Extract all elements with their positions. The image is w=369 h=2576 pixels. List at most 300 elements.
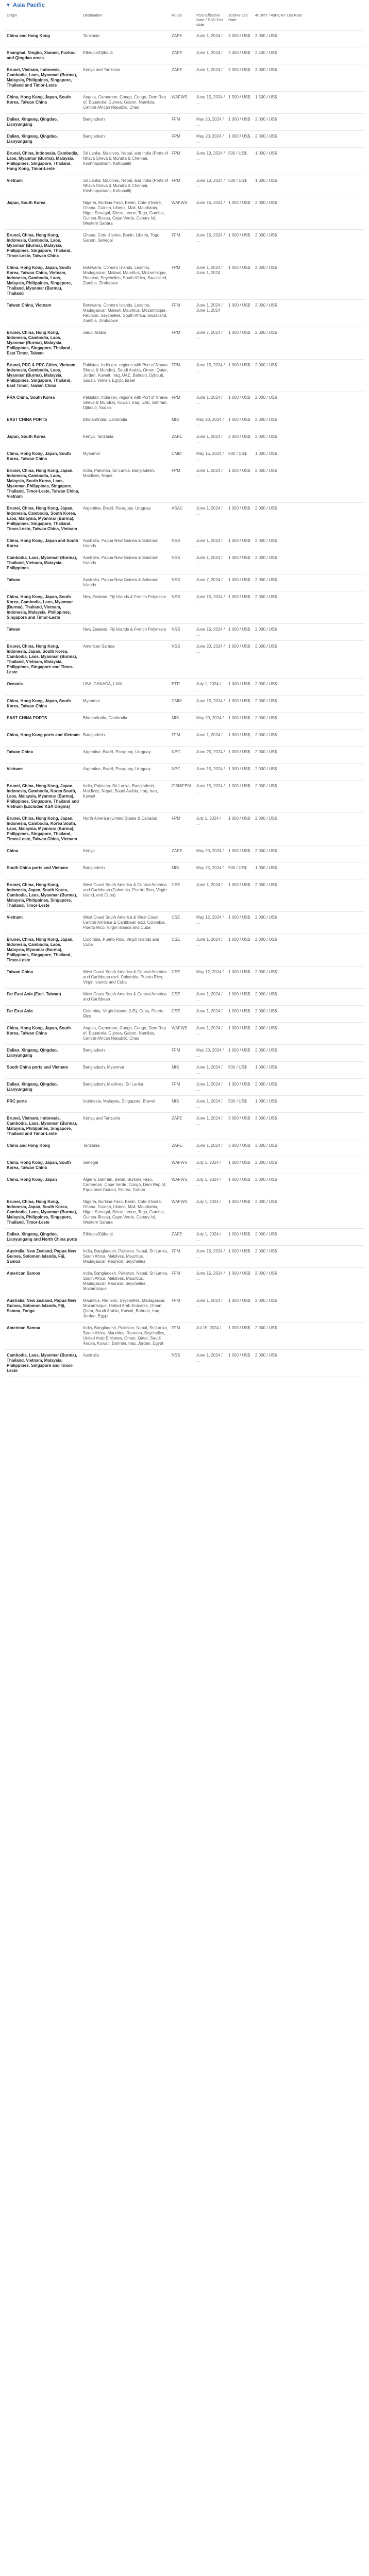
row-rate-20dry: 1 000 / US$: [227, 1229, 254, 1246]
row-destination: Bangladesh: [81, 730, 170, 747]
row-route: NSS: [170, 1350, 195, 1377]
table-row: [5, 1295, 364, 1323]
row-rate-40dry: 2 000 / US$: [254, 1229, 364, 1246]
row-destination: Argentina, Brazil, Paraguay, Uruguay: [81, 747, 170, 764]
row-origin: Brunei, China, Indonesia, Cambodia, Laos, Myanmar (Burma), Malaysia, Philippines, Singapore, Thailand, Hong Kong, Timor-Leste: [5, 148, 81, 175]
row-origin: Dalian, Xingang, Qingdao, Lianyungang: [5, 114, 81, 131]
row-rate-40dry: 2 000 / US$: [254, 360, 364, 392]
row-effective-date: May 25, 2024 / ...: [195, 862, 227, 879]
table-row: [5, 989, 364, 1006]
row-destination: New Zealand, Fiji Islands & French Polynesia: [81, 624, 170, 641]
row-origin: Taiwan: [5, 624, 81, 641]
row-destination: Indonesia, Malaysia, Singapore, Brunei: [81, 1096, 170, 1113]
row-rate-20dry: 1 000 / US$: [227, 1174, 254, 1196]
row-route: FFM: [170, 230, 195, 262]
row-destination: Angola, Cameroon, Congo, Congo, Dem Rep of, Equatorial Guinea, Gabon, Namibia, Central African Republic, Chad: [81, 92, 170, 114]
row-rate-40dry: 2 000 / US$: [254, 1006, 364, 1023]
row-origin: Dalian, Xingang, Qingdao, Lianyungang and North China ports: [5, 1229, 81, 1246]
table-row: [5, 679, 364, 696]
table-row: [5, 781, 364, 813]
row-origin: China: [5, 845, 81, 862]
row-rate-40dry: 2 000 / US$: [254, 114, 364, 131]
row-rate-40dry: 2 000 / US$: [254, 845, 364, 862]
col-destination-header: Destination: [81, 10, 170, 30]
row-rate-20dry: 1 000 / US$: [227, 414, 254, 431]
table-row: [5, 465, 364, 503]
row-route: CSE: [170, 989, 195, 1006]
row-rate-40dry: 3 000 / US$: [254, 30, 364, 47]
row-route: FPM: [170, 148, 195, 175]
row-destination: Ghana, Cote d'Ivoire, Benin, Liberia, Togo, Gabon, Senegal: [81, 230, 170, 262]
row-route: WAFWS: [170, 1174, 195, 1196]
row-effective-date: June 1, 2024 / ...: [195, 934, 227, 967]
row-rate-20dry: 1 000 / US$: [227, 934, 254, 967]
row-destination: Senegal: [81, 1157, 170, 1174]
row-route: FPM: [170, 392, 195, 414]
row-route: CSE: [170, 1006, 195, 1023]
row-effective-date: June 15, 2024 / ...: [195, 781, 227, 813]
table-row: [5, 114, 364, 131]
row-destination: Botswana, Comoro Islands, Lesotho, Madagascar, Malawi, Mauritius, Mozambique, Reunion, Seychelles, South Africa, Swaziland, Zambia, Zimbabwe: [81, 262, 170, 300]
row-rate-20dry: 1 000 / US$: [227, 1045, 254, 1062]
row-rate-40dry: 1 000 / US$: [254, 1062, 364, 1079]
row-rate-40dry: 2 000 / US$: [254, 300, 364, 327]
row-effective-date: June 15, 2024 / ...: [195, 197, 227, 230]
row-destination: Nigeria, Burkina Faso, Benin, Cote d'Ivoire, Ghana, Guinea, Liberia, Mali, Mauritania, Niger, Senegal, Sierra Leone, Togo, Gambia, Guinea-Bissau, Cape Verde, Canary Isl, Western Sahara: [81, 197, 170, 230]
row-route: ZAFE: [170, 64, 195, 92]
row-origin: Brunei, China, Hong Kong, Japan, Indonesia, Cambodia, Laos, Malaysia, Myanmar (Burma), Philippines, Singapore, Thailand, Timor-Leste: [5, 934, 81, 967]
table-row: [5, 552, 364, 574]
row-destination: West Coast South America & Central America and Caribbean: [81, 989, 170, 1006]
row-effective-date: June 10, 2024 / ...: [195, 175, 227, 197]
row-destination: Saudi Arabia: [81, 327, 170, 360]
row-rate-20dry: 1 000 / US$: [227, 1079, 254, 1096]
table-row: [5, 431, 364, 448]
row-origin: Brunei, China, Hong Kong, Japan, Indonesia, Cambodia, Korea South, Laos, Malaysia, Myanmar (Burma), Philippines, Singapore, Thailand and Vietnam (Excluded KSA Origins): [5, 781, 81, 813]
row-destination: Kenya, Tanzania: [81, 431, 170, 448]
row-rate-20dry: 1 000 / US$: [227, 535, 254, 552]
row-route: ITSN/FPM: [170, 781, 195, 813]
row-rate-40dry: 2 000 / US$: [254, 730, 364, 747]
row-rate-20dry: 2 400 / US$: [227, 47, 254, 64]
row-effective-date: June 1, 2024 / ...: [195, 1140, 227, 1157]
row-origin: China and Hong Kong: [5, 30, 81, 47]
row-origin: Brunei, China, Hong Kong, Indonesia, Japan, South Korea, Cambodia, Laos, Myanmar (Burma), Malaysia, Philippines, Singapore, Thailand, Timor-Leste: [5, 1196, 81, 1229]
row-rate-20dry: 1 000 / US$: [227, 552, 254, 574]
row-origin: Far East Asia (Excl. Taiwan): [5, 989, 81, 1006]
row-destination: Colombia, Virgin Islands (US), Cuba, Puerto Rico: [81, 1006, 170, 1023]
row-effective-date: June 7, 2024 / ...: [195, 327, 227, 360]
table-row: [5, 131, 364, 148]
row-origin: Far East Asia: [5, 1006, 81, 1023]
row-origin: Oceania: [5, 679, 81, 696]
row-destination: Mauritius, Reunion, Seychelles, Madagascar, Mozambique, United Arab Emirates, Oman, Qatar, Saudi Arabia, Kuwait, Bahrain, Iraq, Jordan, Egypt: [81, 1295, 170, 1323]
row-rate-20dry: 1 000 / US$: [227, 300, 254, 327]
row-destination: Pakistan, India (ex. regions with Port of Nhava Sheva & Mundra), Saudi Arabia, Oman, Qatar, Jordan, Kuwait, Iraq, UAE, Bahrain, Djibouti, Sudan, Yemen, Egypt, Israel: [81, 360, 170, 392]
row-rate-40dry: 2 000 / US$: [254, 1295, 364, 1323]
table-row: [5, 1062, 364, 1079]
row-rate-20dry: 1 000 / US$: [227, 197, 254, 230]
row-rate-20dry: 1 000 / US$: [227, 845, 254, 862]
row-route: CSE: [170, 934, 195, 967]
row-route: NSS: [170, 574, 195, 591]
row-effective-date: June 15, 2024 / ...: [195, 1268, 227, 1295]
row-rate-40dry: 2 000 / US$: [254, 747, 364, 764]
row-route: CSE: [170, 879, 195, 912]
row-rate-20dry: 1 000 / US$: [227, 967, 254, 989]
row-origin: China, Hong Kong, Japan, South Korea, Taiwan China: [5, 448, 81, 465]
row-effective-date: June 1, 2024 / ...: [195, 535, 227, 552]
row-effective-date: June 1, 2024 / ...: [195, 431, 227, 448]
row-rate-20dry: 500 / US$: [227, 448, 254, 465]
row-rate-40dry: 2 000 / US$: [254, 392, 364, 414]
row-origin: China and Hong Kong: [5, 1140, 81, 1157]
table-row: [5, 641, 364, 679]
row-rate-40dry: 2 000 / US$: [254, 197, 364, 230]
row-rate-20dry: 500 / US$: [227, 175, 254, 197]
table-row: [5, 148, 364, 175]
row-rate-20dry: 1 000 / US$: [227, 1295, 254, 1323]
row-route: ZAFE: [170, 845, 195, 862]
row-destination: Bangladesh: [81, 131, 170, 148]
row-route: FFM: [170, 300, 195, 327]
table-row: [5, 574, 364, 591]
row-effective-date: May 20, 2024 / ...: [195, 414, 227, 431]
row-origin: China, Hong Kong, Japan: [5, 1174, 81, 1196]
row-effective-date: June 1, 2024 / ...: [195, 1006, 227, 1023]
table-row: [5, 624, 364, 641]
row-origin: Shanghai, Ningbo, Xiamen, Fuzhou and Qingdao areas: [5, 47, 81, 64]
row-destination: Kenya and Tanzania: [81, 64, 170, 92]
table-row: [5, 730, 364, 747]
row-rate-40dry: 2 000 / US$: [254, 465, 364, 503]
row-destination: Myanmar: [81, 696, 170, 713]
row-origin: South China ports and Vietnam: [5, 1062, 81, 1079]
row-effective-date: July 1, 2024 / ...: [195, 679, 227, 696]
table-row: [5, 1246, 364, 1268]
row-destination: West Coast South America & Central America and Caribbean excl. Colombia, Puerto Rico, Virgin Islands and Cuba: [81, 967, 170, 989]
table-row: [5, 327, 364, 360]
row-destination: Australia, Papua New Guinea & Solomon Islands: [81, 574, 170, 591]
row-origin: Cambodia, Laos, Myanmar (Burma), Thailand, Vietnam, Malaysia, Philippines, Singapore and Timor-Leste: [5, 1350, 81, 1377]
row-destination: Argentina, Brazil, Paraguay, Uruguay: [81, 503, 170, 535]
table-row: [5, 1174, 364, 1196]
row-effective-date: June 1, 2024 / ...: [195, 503, 227, 535]
row-destination: Angola, Cameroon, Congo, Congo, Dem Rep of, Equatorial Guinea, Gabon, Namibia, Central African Republic, Chad: [81, 1023, 170, 1045]
col-effective-header: PSS Effective Date / PSS End date: [195, 10, 227, 30]
row-destination: Australia: [81, 1350, 170, 1377]
row-rate-40dry: 2 000 / US$: [254, 1079, 364, 1096]
row-route: WAFWS: [170, 92, 195, 114]
table-row: [5, 967, 364, 989]
row-rate-40dry: 2 000 / US$: [254, 1045, 364, 1062]
row-route: MIS: [170, 713, 195, 730]
row-effective-date: June 1, 2024 / ...: [195, 392, 227, 414]
row-rate-40dry: 2 000 / US$: [254, 989, 364, 1006]
row-rate-40dry: 2 000 / US$: [254, 713, 364, 730]
row-origin: Dalian, Xingang, Qingdao, Lianyungang: [5, 1045, 81, 1062]
row-rate-20dry: 1 000 / US$: [227, 1268, 254, 1295]
row-rate-20dry: 1 000 / US$: [227, 114, 254, 131]
row-destination: Bangladesh: [81, 1045, 170, 1062]
row-effective-date: June 15, 2024 / ...: [195, 230, 227, 262]
row-origin: Brunei, China, Hong Kong, Japan, Indonesia, Cambodia, Korea South, Laos, Malaysia, Myanmar (Burma), Philippines, Singapore, Thailand, Timor-Leste, Taiwan China, Vietnam: [5, 813, 81, 845]
row-destination: Tanzania: [81, 30, 170, 47]
region-title: Asia Pacific: [13, 2, 45, 8]
row-route: CSE: [170, 912, 195, 934]
row-origin: PRA China, South Korea: [5, 392, 81, 414]
row-route: MIS: [170, 1096, 195, 1113]
row-rate-20dry: 1 000 / US$: [227, 813, 254, 845]
row-rate-40dry: 2 000 / US$: [254, 1157, 364, 1174]
row-rate-20dry: 500 / US$: [227, 148, 254, 175]
row-rate-40dry: 2 000 / US$: [254, 764, 364, 781]
row-rate-20dry: 1 000 / US$: [227, 624, 254, 641]
table-row: [5, 1045, 364, 1062]
row-destination: Pakistan, India (ex. regions with Port of Nhava Sheva & Mundra), Kuwait, Iraq, UAE, Bahrain, Djibouti, Sudan: [81, 392, 170, 414]
row-route: WAFWS: [170, 1023, 195, 1045]
row-origin: American Samoa: [5, 1268, 81, 1295]
row-origin: Brunei, China, Hong Kong, Japan, Indonesia, Cambodia, South Korea, Laos, Malaysia, Myanmar (Burma), Philippines, Singapore, Thailand, Timor-Leste, Taiwan China, Vietnam: [5, 503, 81, 535]
row-route: CMM: [170, 448, 195, 465]
row-rate-40dry: 2 000 / US$: [254, 1350, 364, 1377]
row-route: FPM: [170, 327, 195, 360]
row-rate-40dry: 2 000 / US$: [254, 1196, 364, 1229]
row-destination: India, Bangladesh, Pakistan, Nepal, Sri Lanka, South Africa, Maldives, Mauritius, Madagascar, Reunion, Seychelles: [81, 1246, 170, 1268]
row-origin: Australia, New Zealand, Papua New Guinea, Solomon Islands, Fiji, Samoa, Tonga: [5, 1295, 81, 1323]
col-origin-header: Origin: [5, 10, 81, 30]
chevron-down-icon[interactable]: ▼: [6, 2, 11, 8]
table-row: [5, 813, 364, 845]
row-route: FFM: [170, 114, 195, 131]
row-destination: Ethiopia/Djibouti: [81, 1229, 170, 1246]
row-effective-date: June 1, 2024 / ...: [195, 1295, 227, 1323]
row-rate-20dry: 1 000 / US$: [227, 989, 254, 1006]
surcharge-table: [5, 10, 364, 1377]
row-effective-date: May 20, 2024 / ...: [195, 845, 227, 862]
row-rate-20dry: 1 500 / US$: [227, 92, 254, 114]
row-origin: China, Hong Kong, Japan, South Korea, Taiwan China: [5, 1023, 81, 1045]
table-row: [5, 230, 364, 262]
row-origin: Brunei, PRC & PRC Cities, Vietnam, Indonesia, Cambodia, Laos, Myanmar (Burma), Malaysia, Philippines, Singapore, Thailand, East Timor, Taiwan China: [5, 360, 81, 392]
row-rate-20dry: 1 000 / US$: [227, 230, 254, 262]
table-row: [5, 92, 364, 114]
row-rate-40dry: 1 000 / US$: [254, 862, 364, 879]
row-destination: India, Bangladesh, Pakistan, Nepal, Sri Lanka, South Africa, Mauritius, Reunion, Seychelles, United Arab Emirates, Oman, Qatar, Saudi Arabia, Kuwait, Bahrain, Iraq, Jordan, Egypt: [81, 1323, 170, 1350]
table-row: [5, 1006, 364, 1023]
row-route: NPG: [170, 747, 195, 764]
row-rate-40dry: 2 000 / US$: [254, 934, 364, 967]
row-route: ZAFE: [170, 1229, 195, 1246]
row-route: NSS: [170, 591, 195, 624]
row-rate-40dry: 2 000 / US$: [254, 262, 364, 300]
row-destination: West Coast South America & Central America and Caribbean (Colombia, Puerto Rico, Virgin Island, and Cuba): [81, 879, 170, 912]
row-rate-20dry: 2 000 / US$: [227, 431, 254, 448]
row-rate-40dry: 1 000 / US$: [254, 448, 364, 465]
row-origin: Taiwan China: [5, 747, 81, 764]
row-route: ZAFE: [170, 1140, 195, 1157]
row-destination: Bangladesh: [81, 114, 170, 131]
table-row: [5, 535, 364, 552]
row-origin: South China ports and Vietnam: [5, 862, 81, 879]
row-rate-20dry: 1 000 / US$: [227, 1246, 254, 1268]
row-origin: Brunei, China, Hong Kong, Indonesia, Japan, South Korea, Cambodia, Laos, Myanmar (Burma), Malaysia, Philippines, Singapore, Thailand, Timor-Leste: [5, 879, 81, 912]
row-origin: Brunei, Vietnam, Indonesia, Cambodia, Laos, Myanmar (Burma), Malaysia, Philippines, Singapore, Thailand and Timor-Leste: [5, 1113, 81, 1140]
row-origin: Vietnam: [5, 764, 81, 781]
row-destination: Bangladesh, Maldives, Sri Lanka: [81, 1079, 170, 1096]
row-origin: Brunei, China, Hong Kong, Indonesia, Cambodia, Laos, Myanmar (Burma), Malaysia, Philippines, Singapore, Thailand, East Timor, Taiwan: [5, 327, 81, 360]
row-rate-20dry: 1 000 / US$: [227, 465, 254, 503]
row-rate-20dry: 1 000 / US$: [227, 360, 254, 392]
row-effective-date: June 1, 2024 / ...: [195, 552, 227, 574]
table-row: [5, 934, 364, 967]
row-destination: Bhutan/India, Cambodia: [81, 713, 170, 730]
row-rate-40dry: 1 000 / US$: [254, 175, 364, 197]
row-rate-40dry: 2 000 / US$: [254, 131, 364, 148]
row-effective-date: June 15, 2024 / ...: [195, 696, 227, 713]
row-effective-date: July 1, 2024 / ...: [195, 1229, 227, 1246]
row-route: WAFWS: [170, 197, 195, 230]
table-body: [5, 30, 364, 1377]
row-route: ZAFE: [170, 30, 195, 47]
table-row: [5, 1140, 364, 1157]
table-row: [5, 448, 364, 465]
row-effective-date: Jul 15, 2024 / ...: [195, 1323, 227, 1350]
table-row: [5, 1096, 364, 1113]
row-effective-date: May 20, 2024 / ...: [195, 131, 227, 148]
row-rate-40dry: 2 000 / US$: [254, 431, 364, 448]
row-destination: Argentina, Brazil, Paraguay, Uruguay: [81, 764, 170, 781]
row-rate-40dry: 2 000 / US$: [254, 574, 364, 591]
row-origin: China, Hong Kong, Japan and South Korea: [5, 535, 81, 552]
row-origin: China, Hong Kong, Japan, South Korea, Taiwan China: [5, 92, 81, 114]
col-rate20-header: 20DRY List Rate: [227, 10, 254, 30]
row-destination: Algeria, Bahrain, Benin, Burkina Faso, Cameroon, Cape Verde, Congo, Dem Rep of, Equatorial Guinea, Eritrea, Gabon: [81, 1174, 170, 1196]
table-row: [5, 747, 364, 764]
row-rate-20dry: 1 000 / US$: [227, 131, 254, 148]
row-effective-date: June 1, 2024 / ...: [195, 1113, 227, 1140]
row-rate-20dry: 1 000 / US$: [227, 764, 254, 781]
table-row: [5, 1350, 364, 1377]
row-route: FFM: [170, 1045, 195, 1062]
row-origin: Vietnam: [5, 912, 81, 934]
row-route: NPG: [170, 764, 195, 781]
row-origin: Japan, South Korea: [5, 431, 81, 448]
row-effective-date: June 15, 2024 / ...: [195, 591, 227, 624]
row-origin: Brunei, China, Hong Kong, Indonesia, Cambodia, Laos, Myanmar (Burma), Malaysia, Philippines, Singapore, Thailand, Timor-Leste, Taiwan China: [5, 230, 81, 262]
row-rate-20dry: 1 000 / US$: [227, 503, 254, 535]
row-origin: PRC ports: [5, 1096, 81, 1113]
row-effective-date: June 1, 2024 / June 1, 2024: [195, 262, 227, 300]
row-route: FPM: [170, 360, 195, 392]
row-rate-20dry: 1 000 / US$: [227, 747, 254, 764]
row-destination: Sri Lanka, Maldives, Nepal, and India (Ports of Nhava Sheva & Mundra & Chennai, Krishnapatnam, Kattupalli): [81, 148, 170, 175]
row-effective-date: June 1, 2024 / ...: [195, 1023, 227, 1045]
row-route: WAFWS: [170, 1196, 195, 1229]
row-effective-date: June 1, 2024 / June 1, 2024: [195, 300, 227, 327]
row-destination: New Zealand, Fiji Islands & French Polynesia: [81, 591, 170, 624]
table-row: [5, 845, 364, 862]
row-rate-40dry: 2 000 / US$: [254, 624, 364, 641]
row-effective-date: May 20, 2024 / ...: [195, 1045, 227, 1062]
row-effective-date: June 1, 2024 / ...: [195, 730, 227, 747]
row-effective-date: July 1, 2024 / ...: [195, 1196, 227, 1229]
row-origin: Taiwan China, Vietnam: [5, 300, 81, 327]
row-rate-40dry: 2 000 / US$: [254, 230, 364, 262]
row-route: FPM: [170, 175, 195, 197]
row-route: CMM: [170, 696, 195, 713]
row-route: MIS: [170, 414, 195, 431]
table-row: [5, 1229, 364, 1246]
row-effective-date: June 1, 2024 / ...: [195, 30, 227, 47]
row-effective-date: June 15, 2024 / ...: [195, 624, 227, 641]
row-destination: Bangladesh: [81, 862, 170, 879]
row-rate-40dry: 2 000 / US$: [254, 414, 364, 431]
row-route: WAFWS: [170, 1157, 195, 1174]
row-origin: Taiwan: [5, 574, 81, 591]
table-row: [5, 392, 364, 414]
row-effective-date: July 1, 2024 / ...: [195, 813, 227, 845]
region-header[interactable]: [0, 0, 369, 10]
row-origin: EAST CHINA PORTS: [5, 713, 81, 730]
row-rate-40dry: 2 000 / US$: [254, 1023, 364, 1045]
row-route: MIS: [170, 862, 195, 879]
row-rate-20dry: 1 000 / US$: [227, 1196, 254, 1229]
row-route: FPM: [170, 465, 195, 503]
row-rate-40dry: 2 000 / US$: [254, 967, 364, 989]
table-row: [5, 1023, 364, 1045]
row-rate-40dry: 2 000 / US$: [254, 813, 364, 845]
row-destination: Tanzania: [81, 1140, 170, 1157]
row-destination: India, Pakistan, Sri Lanka, Bangladesh, Maldives, Nepal, Saudi Arabia, Iraq, Iran, Kuwait: [81, 781, 170, 813]
row-origin: Australia, New Zealand, Papua New Guinea, Solomon Islands, Fiji, Samoa: [5, 1246, 81, 1268]
row-origin: Vietnam: [5, 175, 81, 197]
row-effective-date: May 20, 2024 / ...: [195, 114, 227, 131]
row-rate-20dry: 1 000 / US$: [227, 713, 254, 730]
row-route: FPM: [170, 813, 195, 845]
row-rate-20dry: 1 000 / US$: [227, 574, 254, 591]
row-effective-date: May 12, 2024 / ...: [195, 967, 227, 989]
row-route: FFM: [170, 1295, 195, 1323]
table-row: [5, 175, 364, 197]
row-route: ZAFE: [170, 431, 195, 448]
row-destination: Sri Lanka, Maldives, Nepal, and India (Ports of Nhava Sheva & Mundra & Chennai, Krishnapatnam, Kattupalli): [81, 175, 170, 197]
row-destination: Ethiopia/Djibouti: [81, 47, 170, 64]
row-route: NSS: [170, 535, 195, 552]
row-rate-40dry: 3 000 / US$: [254, 1113, 364, 1140]
row-rate-20dry: 1 000 / US$: [227, 1350, 254, 1377]
row-rate-40dry: 2 000 / US$: [254, 679, 364, 696]
row-rate-40dry: 2 000 / US$: [254, 781, 364, 813]
row-rate-20dry: 1 000 / US$: [227, 1006, 254, 1023]
row-rate-20dry: 3 000 / US$: [227, 30, 254, 47]
row-origin: Dalian, Xingang, Qingdao, Lianyungang: [5, 1079, 81, 1096]
row-rate-20dry: 1 000 / US$: [227, 262, 254, 300]
table-row: [5, 764, 364, 781]
row-effective-date: June 1, 2024 / ...: [195, 64, 227, 92]
row-rate-40dry: 2 000 / US$: [254, 912, 364, 934]
row-rate-20dry: 1 000 / US$: [227, 879, 254, 912]
row-effective-date: June 15, 2024 / ...: [195, 764, 227, 781]
row-origin: China, Hong Kong, Japan, South Korea, Taiwan China: [5, 1157, 81, 1174]
row-destination: Australia, Papua New Guinea & Solomon Islands: [81, 535, 170, 552]
row-effective-date: July 1, 2024 / ...: [195, 1157, 227, 1174]
row-effective-date: June 10, 2024 / ...: [195, 148, 227, 175]
table-row: [5, 503, 364, 535]
table-row: [5, 879, 364, 912]
row-route: ASAC: [170, 503, 195, 535]
row-rate-20dry: 1 000 / US$: [227, 781, 254, 813]
